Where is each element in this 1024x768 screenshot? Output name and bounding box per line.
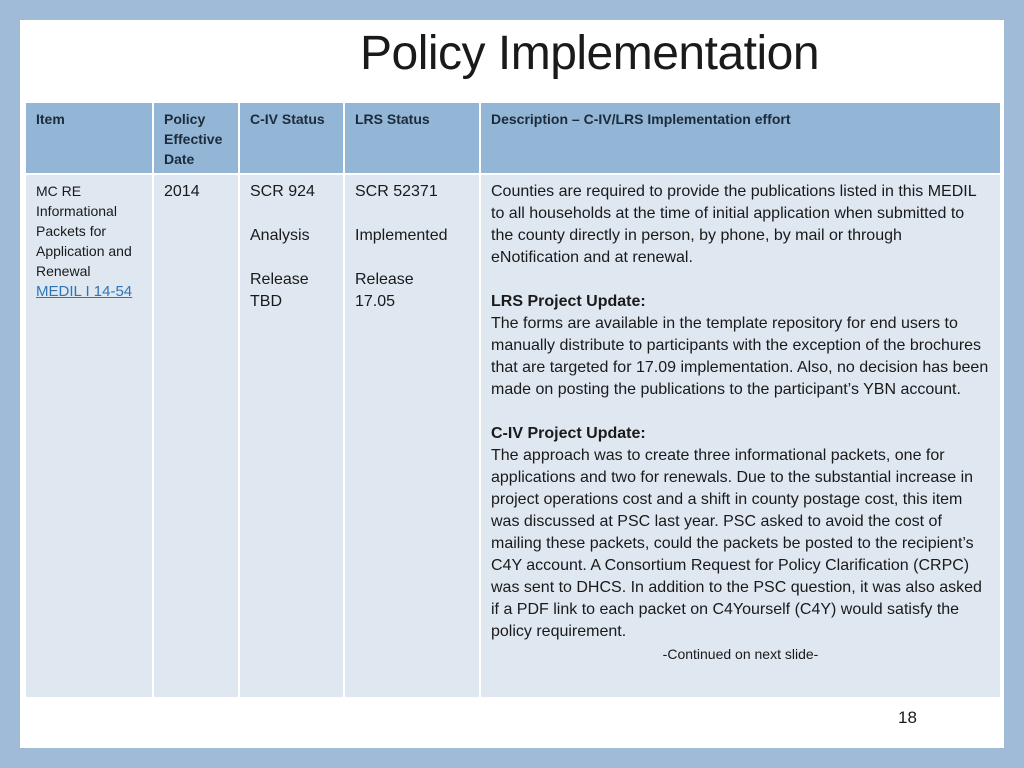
cell-effective-date xyxy=(154,175,238,697)
table-header-row xyxy=(26,103,1000,173)
cell-civ-status xyxy=(240,175,343,697)
page-number: 18 xyxy=(898,708,917,727)
policy-table xyxy=(24,101,1002,699)
medil-link[interactable]: MEDIL I 14-54 xyxy=(36,283,133,300)
lrs-scr: SCR 52371 xyxy=(355,183,438,200)
civ-release-label: Release xyxy=(250,271,309,288)
lrs-release-value: 17.05 xyxy=(355,293,396,310)
description-intro: Counties are required to provide the publications listed in this MEDIL to all households at the time of initial application when submitted to the county directly in person, by phone, by mail or through eNotification and at renewal. xyxy=(491,183,976,266)
header-item: Item xyxy=(26,103,152,173)
continued-note: -Continued on next slide- xyxy=(662,646,819,662)
civ-update-text: The approach was to create three informational packets, one for applications and two for renewals. Due to the substantial increase in project operations cost and a shift in county postage cost, this item was discussed at PSC last year. PSC asked to avoid the cost of mailing these packets, could the packets be posted to the recipient’s C4Y account. A Consortium Request for Policy Clarification (CRPC) was sent to DHCS. In addition to the PSC question, it was also asked if a PDF link to each packet on C4Yourself (C4Y) would satisfy the policy requirement. xyxy=(491,447,982,640)
civ-scr: SCR 924 xyxy=(250,183,315,200)
lrs-update-text: The forms are available in the template repository for end users to manually distribute to participants with the exception of the brochures that are targeted for 17.09 implementation. Also, no decision has been made on posting the publications to the participant’s YBN account. xyxy=(491,315,989,398)
cell-item xyxy=(26,175,152,697)
item-text: MC RE Informational Packets for Application and Renewal xyxy=(36,183,132,279)
lrs-release-label: Release xyxy=(355,271,414,288)
table-row xyxy=(26,175,1000,697)
civ-status: Analysis xyxy=(250,227,310,244)
lrs-status: Implemented xyxy=(355,227,448,244)
header-civ-status: C-IV Status xyxy=(240,103,343,173)
civ-release-value: TBD xyxy=(250,293,282,310)
cell-lrs-status xyxy=(345,175,479,697)
cell-description xyxy=(481,175,1000,697)
slide xyxy=(20,20,1004,748)
page-title: Policy Implementation xyxy=(360,27,820,80)
lrs-update-heading: LRS Project Update: xyxy=(491,293,646,310)
civ-update-heading: C-IV Project Update: xyxy=(491,425,646,442)
effective-date-value: 2014 xyxy=(164,183,200,200)
header-effective-date: Policy Effective Date xyxy=(154,103,238,173)
header-lrs-status: LRS Status xyxy=(345,103,479,173)
header-description: Description – C-IV/LRS Implementation effort xyxy=(481,103,1000,173)
